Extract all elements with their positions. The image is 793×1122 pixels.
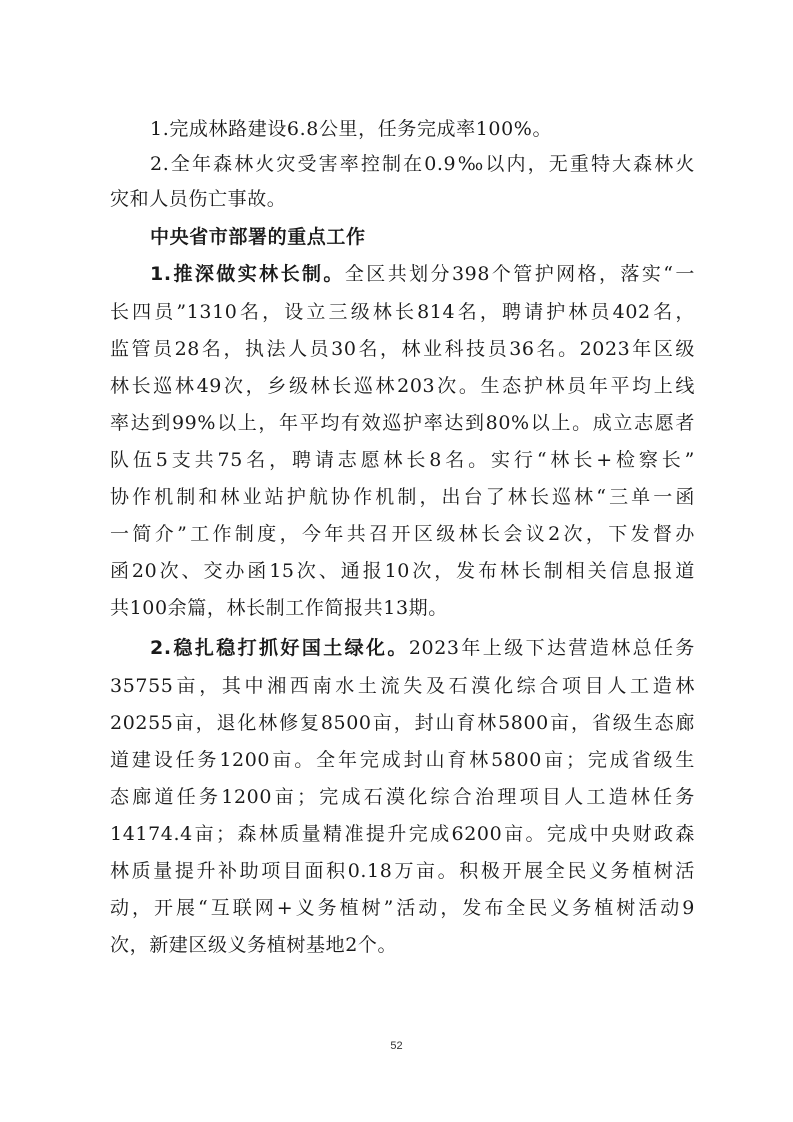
para1-line-3: 监管员28名，执法人员30名，林业科技员36名。2023年区级 bbox=[110, 338, 695, 360]
para2-line-1-text: 2023年上级下达营造林总任务 bbox=[408, 637, 695, 659]
para2-line-7: 林质量提升补助项目面积0.18万亩。积极开展全民义务植树活 bbox=[110, 860, 695, 882]
para1-line-1 bbox=[150, 257, 695, 291]
para2-heading: 2.稳扎稳打抓好国土绿化。 bbox=[150, 637, 409, 659]
para2-line-9: 次，新建区级义务植树基地2个。 bbox=[110, 934, 398, 956]
goal-item-2-line-2: 灾和人员伤亡事故。 bbox=[110, 188, 287, 210]
para2-line-3: 20255亩，退化林修复8500亩，封山育林5800亩，省级生态廊 bbox=[110, 712, 695, 734]
para1-line-4: 林长巡林49次，乡级林长巡林203次。生态护林员年平均上线 bbox=[110, 375, 695, 397]
para1-line-5: 率达到99%以上，年平均有效巡护率达到80%以上。成立志愿者 bbox=[110, 412, 695, 434]
para1-line-8: 一简介”工作制度，今年共召开区级林长会议2次，下发督办 bbox=[110, 523, 695, 545]
para1-line-10: 共100余篇，林长制工作简报共13期。 bbox=[110, 597, 448, 619]
para1-heading: 1.推深做实林长制。 bbox=[150, 263, 345, 285]
para2-line-4: 道建设任务1200亩。全年完成封山育林5800亩；完成省级生 bbox=[110, 749, 695, 771]
goal-item-1: 1.完成林路建设6.8公里，任务完成率100%。 bbox=[150, 118, 553, 140]
para1-line-7: 协作机制和林业站护航协作机制，出台了林长巡林“三单一函 bbox=[110, 486, 695, 508]
page-number: 52 bbox=[390, 1040, 403, 1052]
section-heading: 中央省市部署的重点工作 bbox=[150, 226, 366, 248]
para2-line-8: 动，开展“互联网+义务植树”活动，发布全民义务植树活动9 bbox=[110, 897, 695, 919]
para2-line-5: 态廊道任务1200亩；完成石漠化综合治理项目人工造林任务 bbox=[110, 786, 695, 808]
para2-line-2: 35755亩，其中湘西南水土流失及石漠化综合项目人工造林 bbox=[110, 675, 695, 697]
para2-line-6: 14174.4亩；森林质量精准提升完成6200亩。完成中央财政森 bbox=[110, 823, 695, 845]
para1-line-1-text: 全区共划分398个管护网格，落实“一 bbox=[344, 263, 695, 285]
para2-line-1 bbox=[150, 631, 695, 665]
para1-line-6: 队伍5支共75名，聘请志愿林长8名。实行“林长+检察长” bbox=[110, 449, 695, 471]
para1-line-2: 长四员”1310名，设立三级林长814名，聘请护林员402名， bbox=[110, 301, 695, 323]
para1-line-9: 函20次、交办函15次、通报10次，发布林长制相关信息报道 bbox=[110, 560, 695, 582]
goal-item-2-line-1: 2.全年森林火灾受害率控制在0.9‰以内，无重特大森林火 bbox=[150, 153, 695, 175]
